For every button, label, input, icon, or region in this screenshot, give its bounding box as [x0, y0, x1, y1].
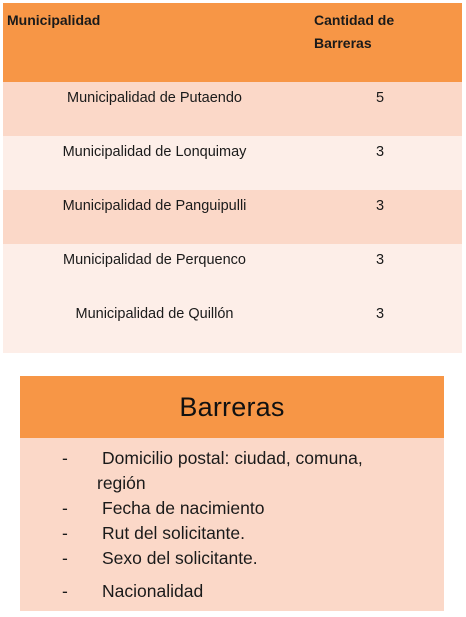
municipalities-table — [3, 3, 462, 353]
column-header-municipality: Municipalidad — [7, 12, 101, 28]
barrier-count: 3 — [375, 198, 385, 214]
table-row — [3, 82, 462, 136]
list-item-text: Fecha de nacimiento — [102, 498, 265, 518]
municipality-name: Municipalidad de Quillón — [75, 306, 234, 322]
table-header — [3, 3, 462, 82]
barrier-count: 3 — [375, 144, 385, 160]
municipality-name: Municipalidad de Putaendo — [67, 90, 242, 106]
barrier-count: 3 — [375, 306, 385, 322]
barriers-box — [20, 376, 444, 611]
table-row — [3, 244, 462, 298]
table-row — [3, 136, 462, 190]
table-row — [3, 298, 462, 353]
barriers-header — [20, 376, 444, 438]
column-header-barrier-count-line2: Barreras — [314, 35, 372, 51]
list-item-text: región — [97, 473, 146, 493]
table-row — [3, 190, 462, 244]
bullet-dash: - — [62, 523, 68, 543]
barriers-title: Barreras — [179, 391, 285, 422]
list-item-text: Domicilio postal: ciudad, comuna, — [102, 448, 363, 468]
list-item-text: Sexo del solicitante. — [102, 548, 258, 568]
barrier-count: 5 — [375, 90, 385, 106]
municipality-name: Municipalidad de Panguipulli — [62, 198, 247, 214]
municipality-name: Municipalidad de Perquenco — [63, 252, 246, 268]
municipality-name: Municipalidad de Lonquimay — [62, 144, 247, 160]
barriers-list — [20, 438, 444, 611]
bullet-dash: - — [62, 581, 68, 601]
column-header-barrier-count-line1: Cantidad de — [314, 12, 395, 28]
bullet-dash: - — [62, 498, 68, 518]
list-item-text: Nacionalidad — [102, 581, 204, 601]
barrier-count: 3 — [375, 252, 385, 268]
bullet-dash: - — [62, 548, 68, 568]
column-header-barrier-count — [314, 9, 424, 55]
list-item-text: Rut del solicitante. — [102, 523, 245, 543]
bullet-dash: - — [62, 448, 68, 468]
